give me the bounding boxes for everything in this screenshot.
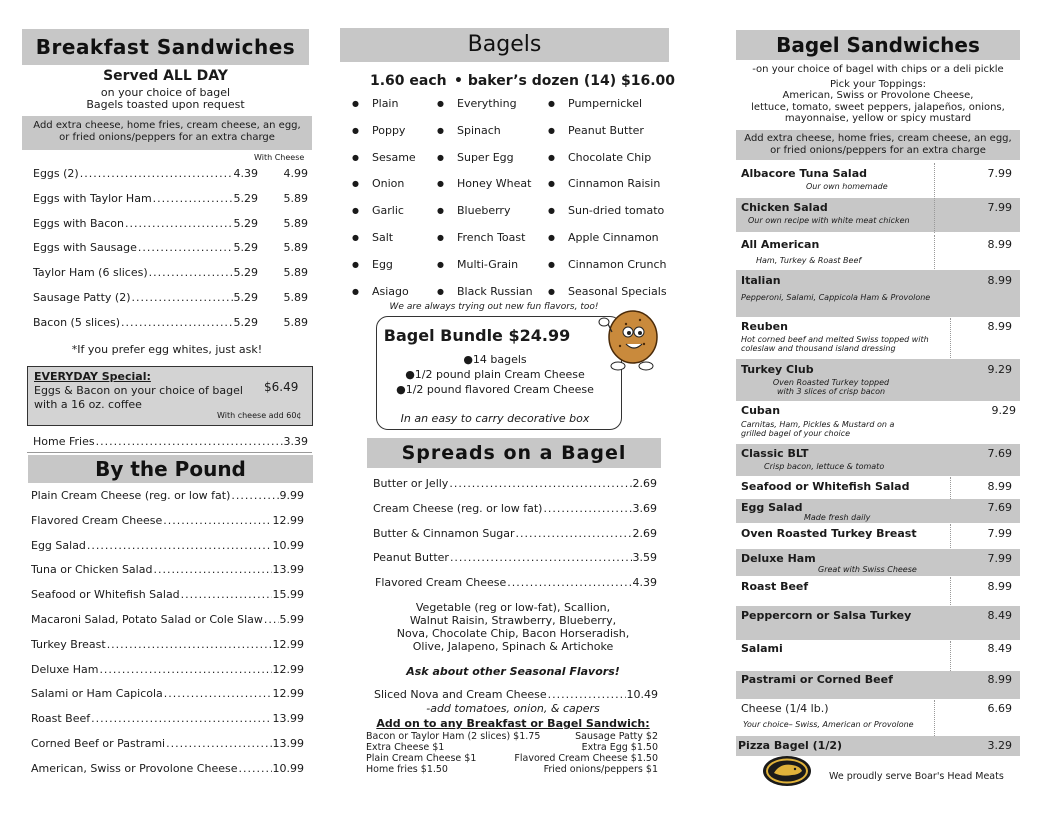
addon-right: Flavored Cream Cheese $1.50 <box>514 753 658 764</box>
cream-cheese-flavors <box>340 601 686 653</box>
item-name: Bacon (5 slices) <box>33 315 121 329</box>
nova-row <box>374 688 658 702</box>
egg-whites-note: *If you prefer egg whites, just ask! <box>71 343 263 356</box>
item-name: American, Swiss or Provolone Cheese <box>31 761 238 775</box>
nova-note: -add tomatoes, onion, & capers <box>426 702 600 715</box>
item-name: Pastrami or Corned Beef <box>741 673 893 686</box>
item-cheese-price: 5.89 <box>283 191 308 205</box>
item-price: 13.99 <box>272 736 304 750</box>
bagel-flavor: ● Garlic <box>352 204 416 231</box>
bagel-flavor: ● Poppy <box>352 124 416 151</box>
bagel-flavor: ● Honey Wheat <box>437 177 533 204</box>
bagel-each-price: 1.60 each <box>370 73 447 89</box>
sandwich-item <box>736 270 1020 317</box>
item-name: Italian <box>741 274 781 287</box>
special-title: EVERYDAY Special: <box>34 370 151 383</box>
addon-right: Extra Egg $1.50 <box>581 742 658 753</box>
spreads-list <box>373 477 657 601</box>
divider <box>950 641 951 671</box>
bagel-flavor: ● Egg <box>352 258 416 285</box>
item-cheese-price: 4.99 <box>283 167 308 180</box>
bagel-flavor: ● Cinnamon Raisin <box>548 177 667 204</box>
item-price: 12.99 <box>272 662 304 676</box>
item-name: Eggs with Taylor Ham <box>33 191 152 205</box>
item-name: Sausage Patty (2) <box>33 290 131 304</box>
pound-item <box>31 712 304 737</box>
by-pound-list <box>31 489 304 787</box>
bagels-title: Bagels <box>340 28 669 62</box>
item-name: Cuban <box>741 404 781 417</box>
bagel-flavor: ● Black Russian <box>437 285 533 312</box>
sandwich-item <box>736 401 1020 444</box>
sandwich-item <box>736 640 1020 671</box>
item-price: 7.99 <box>987 527 1012 540</box>
item-desc: Ham, Turkey & Roast Beef <box>756 256 862 265</box>
item-name: Oven Roasted Turkey Breast <box>741 527 917 540</box>
breakfast-item <box>33 192 308 217</box>
sandwich-item <box>736 576 1020 606</box>
item-price: 8.49 <box>987 609 1012 622</box>
special-price: $6.49 <box>264 380 299 394</box>
sandwich-extras <box>736 130 1020 160</box>
item-name: Albacore Tuna Salad <box>741 167 867 180</box>
item-name: Turkey Club <box>741 363 814 376</box>
item-price: 7.99 <box>987 167 1012 180</box>
item-name: Home Fries <box>33 435 95 448</box>
addon-left: Plain Cream Cheese $1 <box>366 753 477 764</box>
item-price: 9.29 <box>991 404 1016 417</box>
item-name: Reuben <box>741 320 788 333</box>
item-cheese-price: 5.89 <box>283 266 308 280</box>
item-desc: Oven Roasted Turkey topped with 3 slices of crisp bacon <box>772 378 890 396</box>
addon-left: Bacon or Taylor Ham (2 slices) $1.75 <box>366 731 541 742</box>
item-price: 12.99 <box>272 637 304 651</box>
item-price: 5.99 <box>279 612 304 626</box>
bundle-item: ●14 bagels <box>463 353 527 366</box>
item-price: 4.39 <box>233 167 258 180</box>
sandwich-item <box>736 699 1020 736</box>
item-price: 10.49 <box>626 688 658 701</box>
bagel-flavors-col3 <box>548 97 667 311</box>
item-desc: Crisp bacon, lettuce & tomato <box>764 462 885 471</box>
divider <box>950 318 951 358</box>
breakfast-list <box>33 167 308 341</box>
bagel-dozen-price: • baker’s dozen (14) $16.00 <box>454 73 676 89</box>
bagel-flavor: ● Sun-dried tomato <box>548 204 667 231</box>
sandwich-item <box>736 232 1020 269</box>
bagel-flavor: ● Super Egg <box>437 151 533 178</box>
bagel-flavor: ● Salt <box>352 231 416 258</box>
pound-item <box>31 638 304 663</box>
addon-right: Sausage Patty $2 <box>575 731 658 742</box>
bagel-sandwiches-title: Bagel Sandwiches <box>736 30 1020 60</box>
addon-row <box>366 731 658 742</box>
item-desc: Hot corned beef and melted Swiss topped with coleslaw and thousand island dressing <box>741 335 929 353</box>
spreads-title: Spreads on a Bagel <box>367 438 661 468</box>
item-name: Roast Beef <box>741 580 809 593</box>
bagel-flavor: ● Everything <box>437 97 533 124</box>
item-name: Salami <box>741 642 783 655</box>
item-price: 8.99 <box>987 673 1012 686</box>
breakfast-item <box>33 217 308 242</box>
with-cheese-label: With Cheese <box>254 153 305 162</box>
addon-row <box>366 764 658 775</box>
item-name: Tuna or Chicken Salad <box>31 563 153 577</box>
item-desc: Pepperoni, Salami, Cappicola Ham & Provolone <box>741 293 931 302</box>
item-price: 13.99 <box>272 563 304 577</box>
bagel-flavor: ● Onion <box>352 177 416 204</box>
item-name: Sliced Nova and Cream Cheese <box>374 688 547 701</box>
pound-item <box>31 663 304 688</box>
addon-row <box>366 742 658 753</box>
breakfast-sub2: Bagels toasted upon request <box>86 98 245 111</box>
item-name: Egg Salad <box>31 538 86 552</box>
item-name: Eggs (2) <box>33 167 79 180</box>
item-name: Chicken Salad <box>741 201 828 214</box>
flavor-line: Olive, Jalapeno, Spinach & Artichoke <box>412 640 614 653</box>
item-price: 7.99 <box>987 201 1012 214</box>
addon-left: Extra Cheese $1 <box>366 742 445 753</box>
addon-list <box>366 731 658 775</box>
breakfast-item <box>33 291 308 316</box>
item-cheese-price: 5.89 <box>283 315 308 329</box>
bagel-flavor: ● Blueberry <box>437 204 533 231</box>
addon-left: Home fries $1.50 <box>366 764 448 775</box>
home-fries-row <box>33 435 308 449</box>
bagel-flavor: ● French Toast <box>437 231 533 258</box>
item-name: Corned Beef or Pastrami <box>31 736 166 750</box>
sandwich-item <box>736 736 1020 756</box>
item-price: 2.69 <box>632 526 657 540</box>
flavor-line: Vegetable (reg or low-fat), Scallion, <box>415 601 611 614</box>
item-price: 13.99 <box>272 712 304 726</box>
sandwich-item <box>736 549 1020 576</box>
breakfast-item <box>33 167 308 192</box>
item-name: Deluxe Ham <box>31 662 99 676</box>
pound-item <box>31 588 304 613</box>
intro-line: lettuce, tomato, sweet peppers, jalapeños, onions, <box>751 101 1005 113</box>
bagel-flavor: ● Seasonal Specials <box>548 285 667 312</box>
bagel-flavor: ● Peanut Butter <box>548 124 667 151</box>
seasonal-note: Ask about other Seasonal Flavors! <box>406 665 620 678</box>
item-name: Peppercorn or Salsa Turkey <box>741 609 912 622</box>
pound-item <box>31 514 304 539</box>
item-price: 8.99 <box>987 480 1012 493</box>
item-name: All American <box>741 238 820 251</box>
special-line2: with a 16 oz. coffee <box>34 398 142 411</box>
bagel-flavors-col2 <box>437 97 533 311</box>
item-price: 8.99 <box>987 320 1012 333</box>
item-price: 9.29 <box>987 363 1012 376</box>
item-name: Butter & Cinnamon Sugar <box>373 526 515 540</box>
item-price: 8.99 <box>987 274 1012 287</box>
item-name: Cream Cheese (reg. or low fat) <box>373 501 543 515</box>
breakfast-title: Breakfast Sandwiches <box>22 29 309 65</box>
sandwich-intro <box>736 64 1020 125</box>
item-name: Seafood or Whitefish Salad <box>31 588 180 602</box>
bagel-flavor: ● Chocolate Chip <box>548 151 667 178</box>
divider <box>934 163 935 233</box>
bagel-flavor: ● Cinnamon Crunch <box>548 258 667 285</box>
item-name: Roast Beef <box>31 712 91 726</box>
intro-line: -on your choice of bagel with chips or a deli pickle <box>752 64 1004 75</box>
item-price: 3.39 <box>283 435 308 448</box>
item-cheese-price: 5.89 <box>283 290 308 304</box>
pound-item <box>31 563 304 588</box>
bagel-flavors-col1 <box>352 97 416 311</box>
bagel-flavor: ● Apple Cinnamon <box>548 231 667 258</box>
pound-item <box>31 539 304 564</box>
spread-item <box>373 502 657 527</box>
item-price: 8.99 <box>987 580 1012 593</box>
item-name: Salami or Ham Capicola <box>31 687 163 701</box>
divider <box>934 235 935 269</box>
intro-line: Pick your Toppings: <box>830 78 926 90</box>
bundle-items <box>377 352 613 397</box>
bagel-flavor: ● Asiago <box>352 285 416 312</box>
pound-item <box>31 737 304 762</box>
item-price: 15.99 <box>272 588 304 602</box>
bagel-flavor: ● Pumpernickel <box>548 97 667 124</box>
breakfast-extras-line1: Add extra cheese, home fries, cream cheese, an egg, <box>33 120 301 131</box>
item-price: 3.69 <box>632 501 657 515</box>
bundle-title: Bagel Bundle $24.99 <box>383 326 571 345</box>
spread-item <box>373 477 657 502</box>
special-cheese-note: With cheese add 60¢ <box>217 411 302 420</box>
sandwich-item <box>736 162 1020 198</box>
item-price: 5.29 <box>233 191 258 205</box>
item-name: Cheese (1/4 lb.) <box>741 702 829 715</box>
sandwich-item <box>736 317 1020 358</box>
boars-head-logo-icon <box>762 755 812 787</box>
sandwich-extras-line2: or fried onions/peppers for an extra charge <box>770 145 986 156</box>
item-name: Eggs with Sausage <box>33 241 137 255</box>
breakfast-item <box>33 241 308 266</box>
item-cheese-price: 5.89 <box>283 216 308 230</box>
item-name: Taylor Ham (6 slices) <box>33 266 148 280</box>
item-price: 3.29 <box>987 739 1012 752</box>
sandwich-item <box>736 444 1020 476</box>
pound-item <box>31 687 304 712</box>
divider <box>934 700 935 736</box>
breakfast-item <box>33 316 308 341</box>
item-price: 4.39 <box>632 576 657 590</box>
item-name: Deluxe Ham <box>741 552 816 565</box>
bagel-mascot-icon <box>598 302 664 374</box>
addon-row <box>366 753 658 764</box>
sandwich-item <box>736 523 1020 548</box>
divider <box>950 477 951 499</box>
bagel-flavor: ● Spinach <box>437 124 533 151</box>
bundle-item: ●1/2 pound flavored Cream Cheese <box>396 383 594 396</box>
item-name: Macaroni Salad, Potato Salad or Cole Slaw <box>31 612 263 626</box>
bagel-flavor: ● Plain <box>352 97 416 124</box>
bundle-item: ●1/2 pound plain Cream Cheese <box>405 368 585 381</box>
breakfast-sub1: on your choice of bagel <box>100 86 231 99</box>
item-name: Butter or Jelly <box>373 477 449 490</box>
item-name: Flavored Cream Cheese <box>31 513 163 527</box>
item-price: 12.99 <box>272 687 304 701</box>
new-flavors-note: We are always trying out new fun flavors, too! <box>389 302 599 312</box>
item-name: Eggs with Bacon <box>33 216 125 230</box>
served-all-day: Served ALL DAY <box>103 68 228 84</box>
item-desc: Carnitas, Ham, Pickles & Mustard on a grilled bagel of your choice <box>741 420 895 438</box>
sandwich-item <box>736 476 1020 499</box>
intro-line: American, Swiss or Provolone Cheese, <box>782 90 974 101</box>
item-price: 12.99 <box>272 513 304 527</box>
sandwich-item <box>736 198 1020 232</box>
item-desc: Our own recipe with white meat chicken <box>748 216 910 225</box>
item-name: Egg Salad <box>741 501 803 514</box>
item-name: Turkey Breast <box>31 637 106 651</box>
item-price: 7.69 <box>987 501 1012 514</box>
addon-right: Fried onions/peppers $1 <box>543 764 658 775</box>
item-price: 8.49 <box>987 642 1012 655</box>
sandwich-item <box>736 606 1020 640</box>
flavor-line: Nova, Chocolate Chip, Bacon Horseradish, <box>396 627 630 640</box>
intro-line: mayonnaise, yellow or spicy mustard <box>784 113 972 124</box>
sandwich-item <box>736 499 1020 523</box>
item-price: 7.99 <box>987 552 1012 565</box>
sandwich-item <box>736 359 1020 401</box>
pound-item <box>31 613 304 638</box>
flavor-line: Walnut Raisin, Strawberry, Blueberry, <box>409 614 617 627</box>
item-price: 7.69 <box>987 447 1012 460</box>
item-price: 3.59 <box>632 551 657 565</box>
special-line1: Eggs & Bacon on your choice of bagel <box>34 384 243 397</box>
item-price: 10.99 <box>272 538 304 552</box>
item-desc: Great with Swiss Cheese <box>818 565 917 574</box>
sandwich-item <box>736 671 1020 699</box>
pound-item <box>31 762 304 787</box>
item-price: 9.99 <box>279 489 304 502</box>
item-price: 5.29 <box>233 266 258 280</box>
addon-title: Add on to any Breakfast or Bagel Sandwich: <box>376 717 650 730</box>
item-cheese-price: 5.89 <box>283 241 308 255</box>
bundle-note: In an easy to carry decorative box <box>400 412 590 425</box>
breakfast-extras <box>22 116 312 150</box>
everyday-special-box <box>27 366 313 426</box>
sandwich-extras-line1: Add extra cheese, home fries, cream cheese, an egg, <box>744 133 1012 144</box>
item-price: 6.69 <box>987 702 1012 715</box>
item-price: 5.29 <box>233 290 258 304</box>
item-name: Classic BLT <box>741 447 809 460</box>
item-price: 8.99 <box>987 238 1012 251</box>
item-price: 5.29 <box>233 315 258 329</box>
item-desc: Made fresh daily <box>804 513 871 522</box>
item-price: 5.29 <box>233 241 258 255</box>
spread-item <box>373 551 657 576</box>
pound-item <box>31 489 304 514</box>
item-name: Peanut Butter <box>373 551 449 565</box>
item-price: 5.29 <box>233 216 258 230</box>
item-desc: Your choice– Swiss, American or Provolone <box>743 720 914 729</box>
divider <box>950 524 951 548</box>
spread-item <box>373 576 657 601</box>
by-the-pound-title: By the Pound <box>28 455 313 483</box>
item-desc: Our own homemade <box>806 182 888 191</box>
breakfast-extras-line2: or fried onions/peppers for an extra charge <box>59 132 275 143</box>
item-name: Seafood or Whitefish Salad <box>741 480 910 493</box>
bagel-bundle-box <box>376 316 622 430</box>
bagel-flavor: ● Sesame <box>352 151 416 178</box>
bagel-flavor: ● Multi-Grain <box>437 258 533 285</box>
item-price: 2.69 <box>632 477 657 490</box>
item-name: Pizza Bagel (1/2) <box>738 739 843 752</box>
breakfast-item <box>33 266 308 291</box>
divider <box>27 452 312 453</box>
item-name: Flavored Cream Cheese <box>375 576 507 590</box>
spread-item <box>373 527 657 552</box>
item-name: Plain Cream Cheese (reg. or low fat) <box>31 489 231 502</box>
divider <box>950 577 951 605</box>
boars-head-note: We proudly serve Boar's Head Meats <box>829 771 1004 782</box>
item-price: 10.99 <box>272 761 304 775</box>
